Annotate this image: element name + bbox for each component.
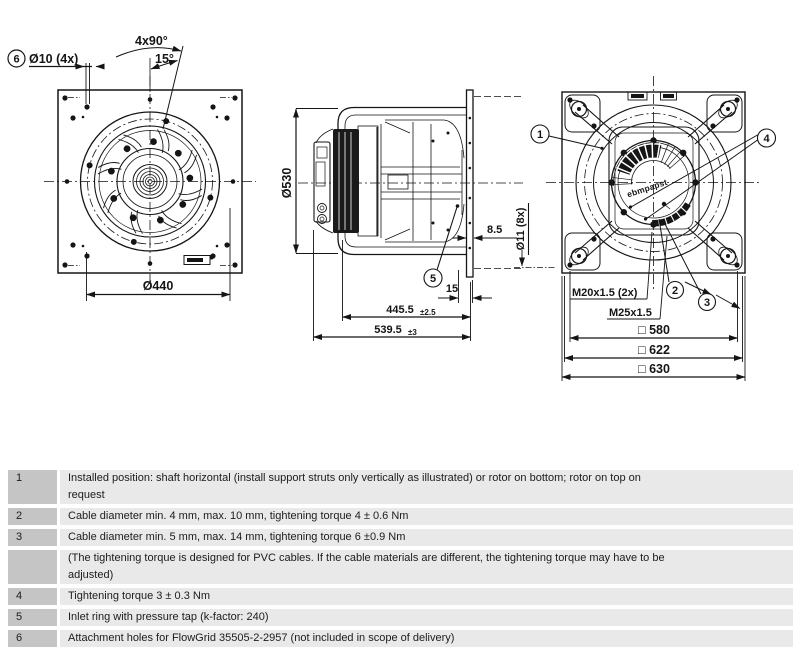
housing-internals: [377, 120, 464, 242]
note-row: [8, 529, 793, 546]
note-number: 3: [8, 529, 57, 546]
side-depth-total-label: 539.5: [374, 324, 402, 336]
note-text: Installed position: shaft horizontal (install support struts only vertically as illustrated) or rotor on bottom; rotor on top on request: [60, 470, 793, 504]
note-text: (The tightening torque is designed for PVC cables. If the cable materials are different, the tightening torque may have to be adjusted): [60, 550, 793, 584]
note-number: 6: [8, 630, 57, 647]
front-centerlines: [44, 76, 256, 288]
callout-5-number: 5: [429, 273, 437, 285]
side-inlet-offset-label: 15: [445, 283, 459, 295]
side-view: [280, 90, 523, 341]
gland-small-label: M20x1.5 (2x): [572, 287, 638, 299]
callout-1-number: 1: [536, 129, 544, 141]
stator-fins: [612, 143, 685, 186]
callout-3: [665, 224, 740, 311]
note-row: [8, 470, 793, 504]
side-depth-total-tol: ±3: [408, 328, 417, 337]
note-text: Inlet ring with pressure tap (k-factor: 240): [60, 609, 793, 626]
note-row: [8, 550, 793, 584]
rear-top-cutouts: [628, 92, 677, 100]
cable-gland-side-1: [318, 204, 327, 213]
callout-3-number: 3: [703, 297, 711, 309]
rear-hole-label: Ø11 (8x): [515, 207, 527, 251]
rear-sq-mid-label: □ 622: [638, 343, 670, 357]
note-number: 5: [8, 609, 57, 626]
note-row: [8, 630, 793, 647]
side-diameter-label: Ø530: [280, 167, 294, 199]
front-angle-offset-label: 15°: [155, 52, 174, 66]
motor-assembly: [314, 126, 378, 236]
motor-brand-text: ebmpapst: [625, 176, 669, 200]
side-plate-thickness-label: 8.5: [487, 224, 503, 236]
note-text: Cable diameter min. 5 mm, max. 14 mm, tightening torque 6 ±0.9 Nm: [60, 529, 793, 546]
rear-sq-outer-label: □ 630: [638, 362, 670, 376]
front-view: [8, 34, 256, 301]
note-number: 4: [8, 588, 57, 605]
gland-strip: [652, 202, 691, 228]
brand-logo-front: [184, 256, 214, 265]
notes-table: [8, 470, 793, 650]
rear-view: [514, 76, 776, 381]
callout-2-number: 2: [671, 285, 679, 297]
side-dim-530: [296, 109, 338, 254]
rear-sq-inner-label: □ 580: [638, 323, 670, 337]
side-depth-impeller-tol: ±2.5: [420, 308, 436, 317]
note-number: 2: [8, 508, 57, 525]
note-row: [8, 508, 793, 525]
note-row: [8, 588, 793, 605]
note-number: 1: [8, 470, 57, 504]
note-text: Cable diameter min. 4 mm, max. 10 mm, tightening torque 4 ± 0.6 Nm: [60, 508, 793, 525]
note-row: [8, 609, 793, 626]
front-angle-pattern-label: 4x90°: [135, 34, 168, 48]
callout-4-number: 4: [763, 133, 770, 145]
note-text: Attachment holes for FlowGrid 35505-2-2957 (not included in scope of delivery): [60, 630, 793, 647]
front-bolt-circle-label: Ø440: [142, 279, 174, 293]
front-hole-label: Ø10 (4x): [29, 52, 79, 66]
gland-large-label: M25x1.5: [609, 307, 652, 319]
note-text: Tightening torque 3 ± 0.3 Nm: [60, 588, 793, 605]
callout-6-number: 6: [13, 53, 20, 66]
note-number: [8, 550, 57, 584]
side-depth-impeller-label: 445.5: [386, 304, 414, 316]
